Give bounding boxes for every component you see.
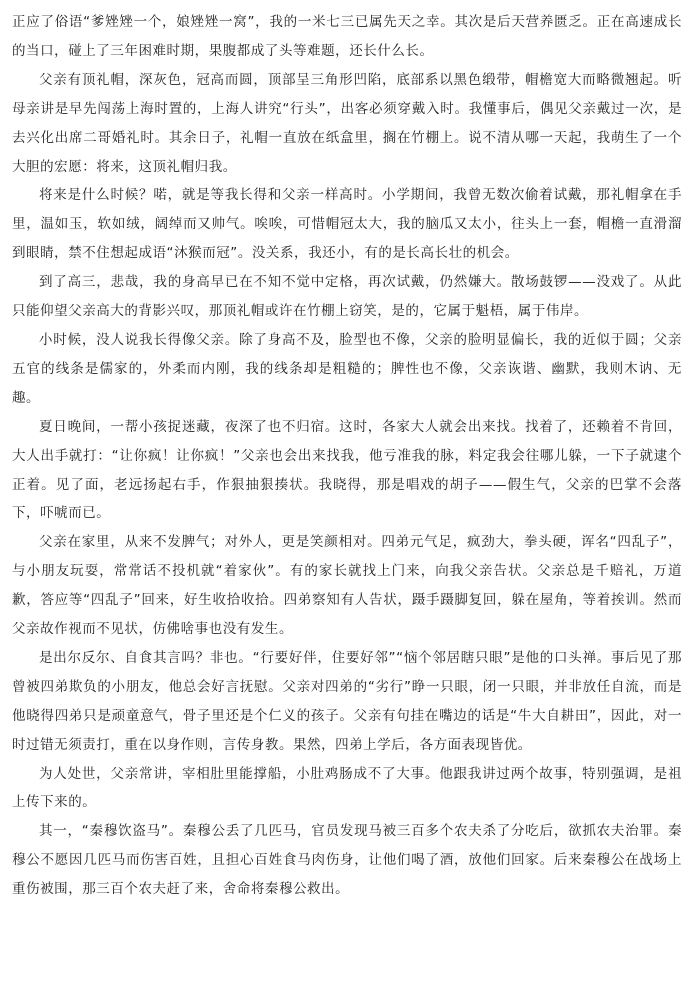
paragraph-10: 其一，“秦穆饮盗马”。秦穆公丢了几匹马，官员发现马被三百多个农夫杀了分吃后，欲抓农夫治罪。秦穆公不愿因几匹马而伤害百姓，且担心百姓食马肉伤身，让他们喝了酒，放他们回家。后来秦穆公在战场上重伤被围，那三百个农夫赶了来，舍命将秦穆公救出。 <box>12 823 682 898</box>
paragraph-9: 为人处世，父亲常讲，宰相肚里能撑船，小肚鸡肠成不了大事。他跟我讲过两个故事，特别强调，是祖上传下来的。 <box>12 765 682 811</box>
paragraph-7: 父亲在家里，从来不发脾气；对外人，更是笑颜相对。四弟元气足，疯劲大，拳头硬，诨名“四乱子”，与小朋友玩耍，常常话不投机就“着家伙”。有的家长就找上门来，向我父亲告状。父亲总是千赔礼，万道歉，答应等“四乱子”回来，好生收拾收拾。四弟察知有人告状，蹑手蹑脚复回，躲在屋角，等着挨训。然而父亲故作视而不见状，仿佛啥事也没有发生。 <box>12 534 682 638</box>
paragraph-6: 夏日晚间，一帮小孩捉迷藏，夜深了也不归宿。这时，各家大人就会出来找。找着了，还赖着不肯回，大人出手就打：“让你疯！让你疯！”父亲也会出来找我，他亏准我的脉，料定我会往哪儿躲，一下子就逮个正着。见了面，老远扬起右手，作狠抽狠揍状。我晓得，那是唱戏的胡子——假生气，父亲的巴掌不会落下，吓唬而已。 <box>12 418 682 522</box>
paragraph-3: 将来是什么时候？喏，就是等我长得和父亲一样高时。小学期间，我曾无数次偷着试戴，那礼帽拿在手里，温如玉，软如绒，阔绰而又帅气。唉唉，可惜帽冠太大，我的脑瓜又太小，往头上一套，帽檐一直滑溜到眼睛，禁不住想起成语“沐猴而冠”。没关系，我还小，有的是长高长壮的机会。 <box>12 187 682 262</box>
paragraph-4: 到了高三，悲哉，我的身高早已在不知不觉中定格，再次试戴，仍然嫌大。散场鼓锣——没戏了。从此只能仰望父亲高大的背影兴叹，那顶礼帽或许在竹棚上窃笑，是的，它属于魁梧，属于伟岸。 <box>12 274 682 320</box>
paragraph-2: 父亲有顶礼帽，深灰色，冠高而圆，顶部呈三角形凹陷，底部系以黑色缎带，帽檐宽大而略微翘起。听母亲讲是早先闯荡上海时置的，上海人讲究“行头”，出客必须穿戴入时。我懂事后，偶见父亲戴过一次，是去兴化出席二哥婚礼时。其余日子，礼帽一直放在纸盒里，搁在竹棚上。说不清从哪一天起，我萌生了一个大胆的宏愿：将来，这顶礼帽归我。 <box>12 71 682 175</box>
paragraph-1: 正应了俗语“爹矬矬一个，娘矬矬一窝”，我的一米七三已属先天之幸。其次是后天营养匮乏。正在高速成长的当口，碰上了三年困难时期，果腹都成了头等难题，还长什么长。 <box>12 14 682 59</box>
paragraph-5: 小时候，没人说我长得像父亲。除了身高不及，脸型也不像，父亲的脸明显偏长，我的近似于圆；父亲五官的线条是儒家的，外柔而内刚，我的线条却是粗糙的；脾性也不像，父亲诙谐、幽默，我则木讷、无趣。 <box>12 331 682 406</box>
paragraph-8: 是出尔反尔、自食其言吗？非也。“行要好伴，住要好邻”“恼个邻居瞎只眼”是他的口头禅。事后见了那曾被四弟欺负的小朋友，他总会好言抚慰。父亲对四弟的“劣行”睁一只眼，闭一只眼，并非放任自流，而是他晓得四弟只是顽童意气，骨子里还是个仁义的孩子。父亲有句挂在嘴边的话是“牛大自耕田”，因此，对一时过错无须责打，重在以身作则，言传身教。果然，四弟上学后，各方面表现皆优。 <box>12 649 682 753</box>
